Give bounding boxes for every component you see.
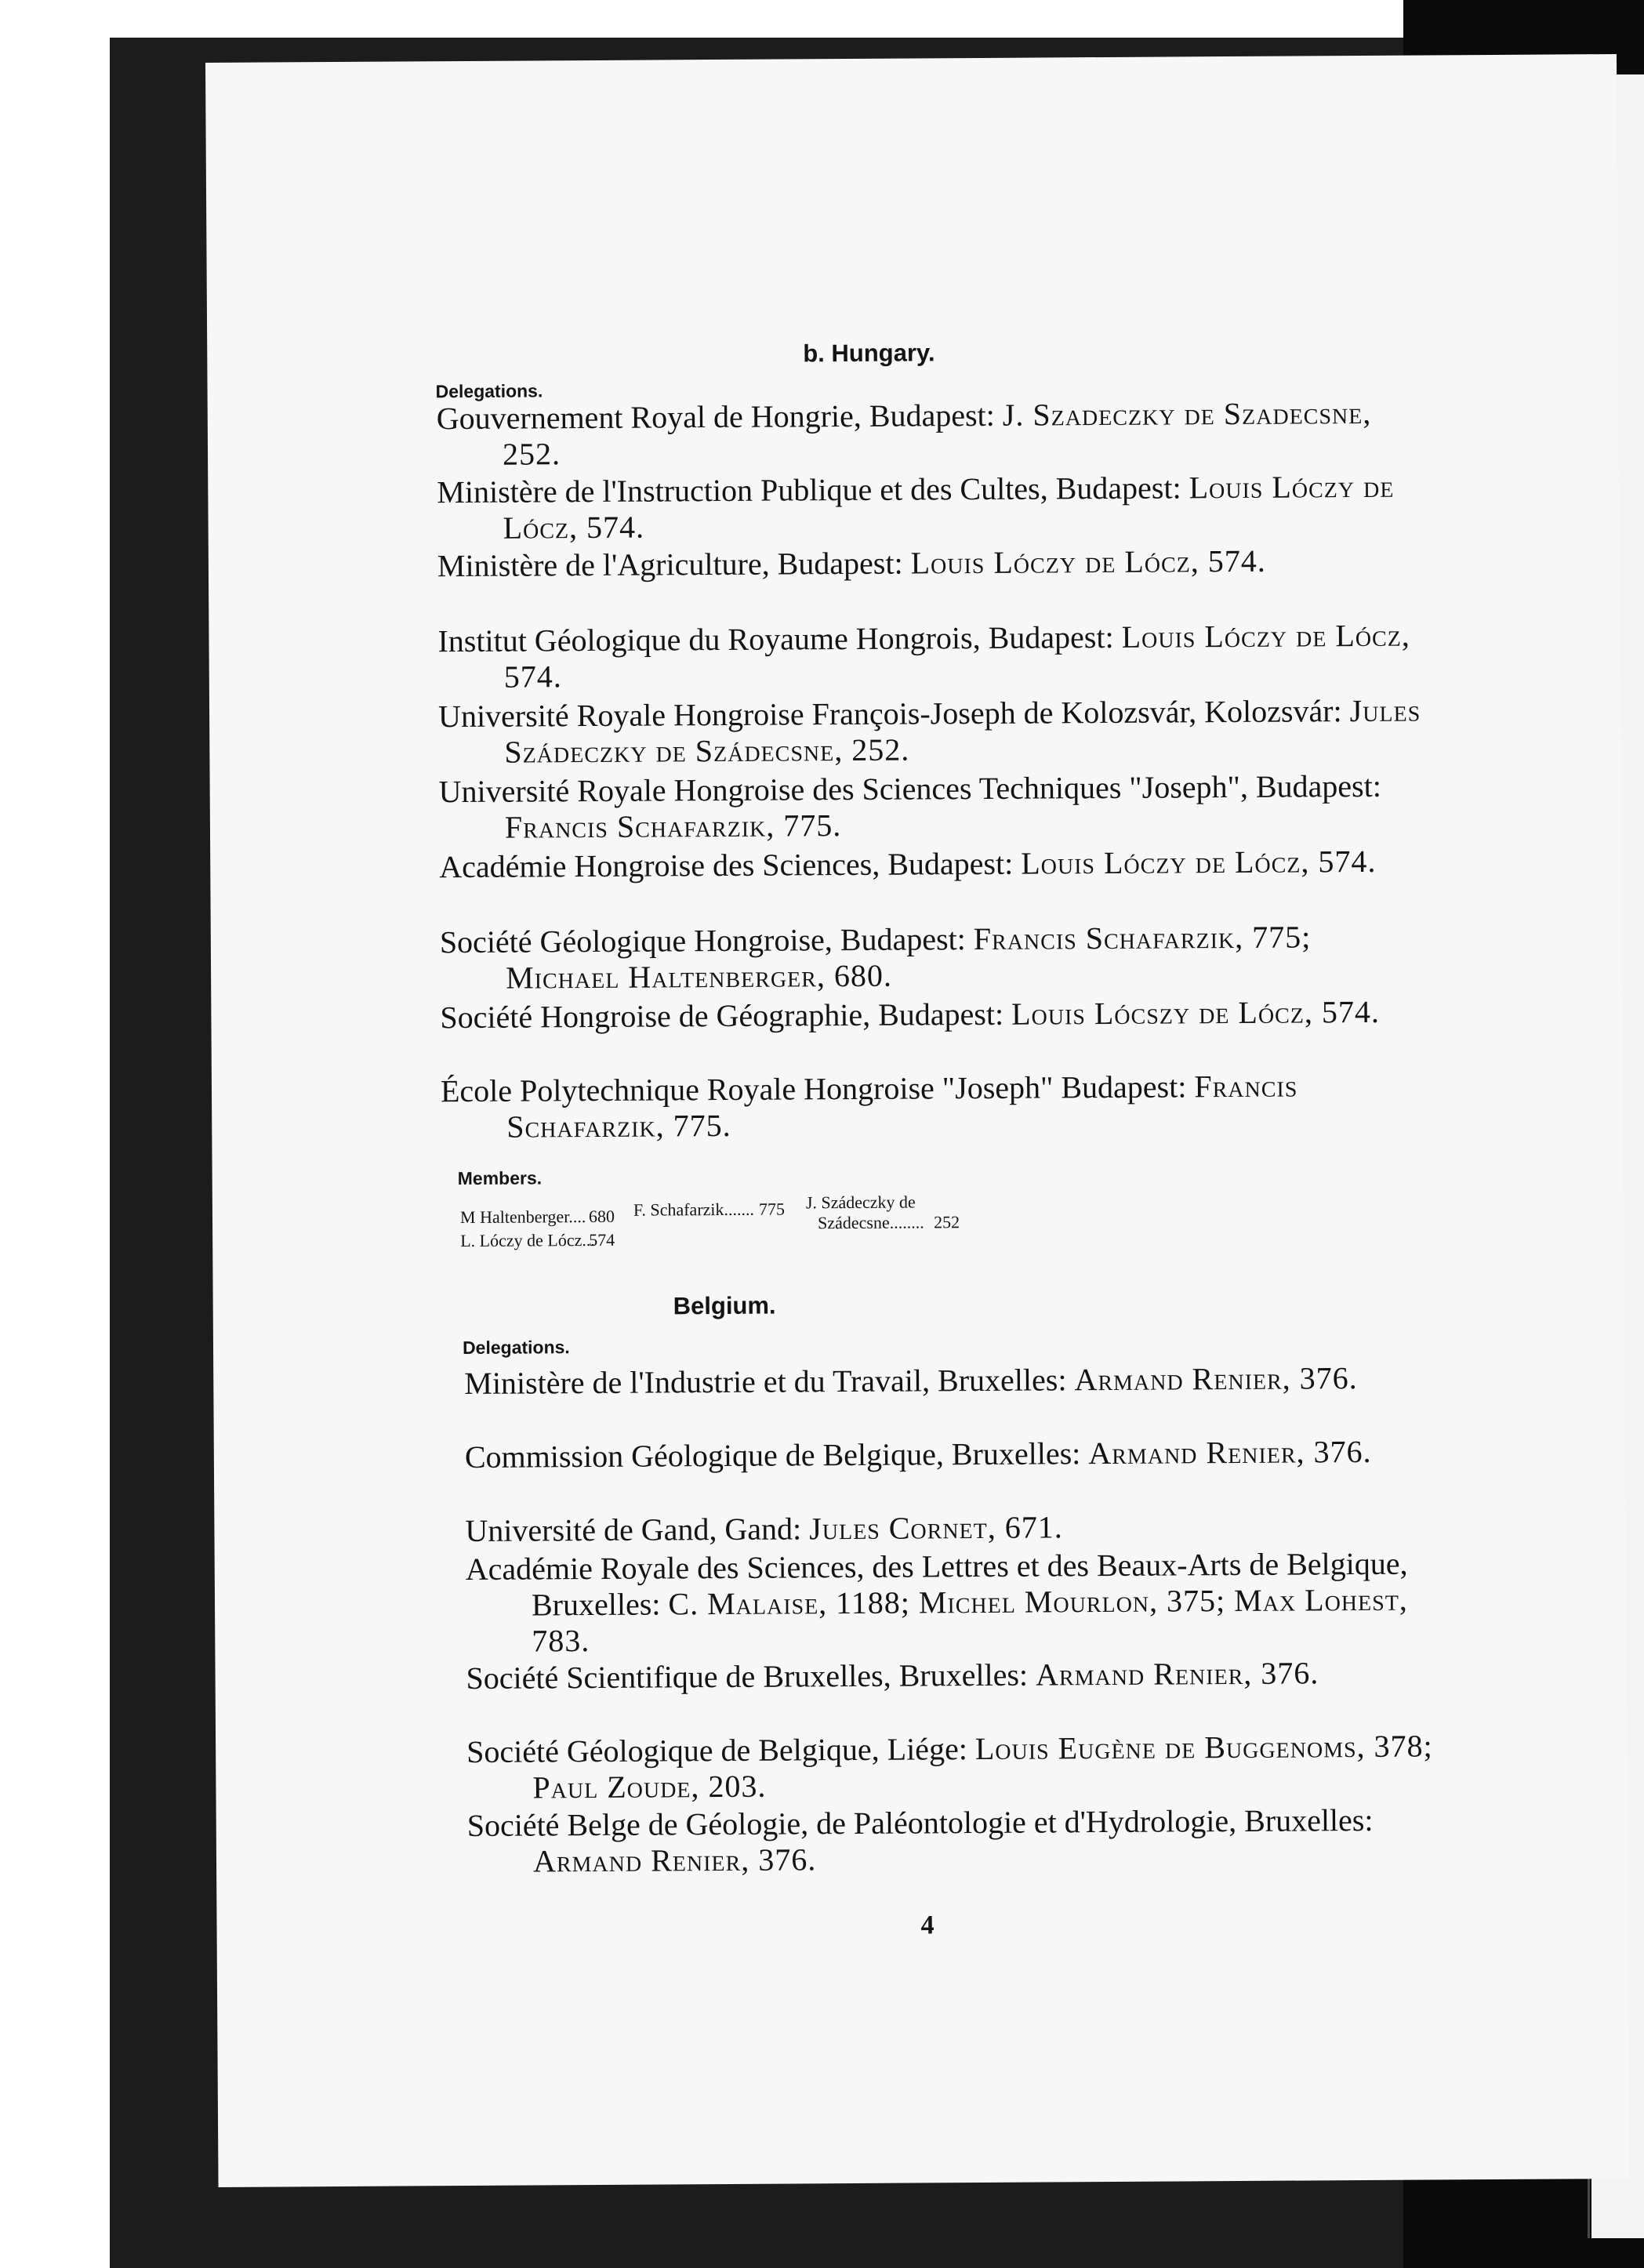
institution: Académie Royale des Sciences, des Lettres et des Beaux-Arts de Belgique, Bruxelles: bbox=[465, 1545, 1408, 1623]
member-number: 574 bbox=[589, 1229, 615, 1250]
member-name-line1: J. Szádeczky de bbox=[805, 1192, 916, 1213]
delegate: Louis Lóczy de Lócz, 574. bbox=[503, 617, 1410, 695]
institution: Ministère de l'Agriculture, Budapest: bbox=[437, 545, 903, 584]
institution: Société Géologique Hongroise, Budapest: bbox=[439, 921, 966, 960]
delegate: Jules Cornet, 671. bbox=[809, 1509, 1063, 1547]
delegate: Louis Lóczy de Lócz, 574. bbox=[503, 468, 1395, 546]
institution: Ministère de l'Industrie et du Travail, Bruxelles: bbox=[464, 1362, 1067, 1402]
member-item bbox=[460, 1229, 615, 1251]
belgium-entry-1 bbox=[464, 1359, 1455, 1402]
belgium-entry-6 bbox=[466, 1728, 1458, 1806]
belgium-entry-7 bbox=[467, 1802, 1459, 1880]
hungary-entry-1 bbox=[437, 394, 1428, 473]
delegate: Armand Renier, 376. bbox=[532, 1842, 817, 1879]
institution: Société Belge de Géologie, de Paléontologie et d'Hydrologie, Bruxelles: bbox=[466, 1802, 1374, 1844]
belgium-entry-3 bbox=[465, 1507, 1456, 1549]
member-name: M Haltenberger.... bbox=[459, 1207, 586, 1228]
delegations-label-belgium: Delegations. bbox=[462, 1337, 570, 1359]
delegate: Louis Lócszy de Lócz, 574. bbox=[1011, 993, 1381, 1032]
institution: Ministère de l'Instruction Publique et des Cultes, Budapest: bbox=[437, 470, 1181, 510]
member-item bbox=[459, 1206, 615, 1228]
delegate: Armand Renier, 376. bbox=[1035, 1655, 1319, 1693]
institution: École Polytechnique Royale Hongroise "Joseph" Budapest: bbox=[440, 1069, 1187, 1109]
institution: Université Royale Hongroise des Sciences Techniques "Joseph", Budapest: bbox=[438, 767, 1382, 810]
member-number: 775 bbox=[758, 1199, 786, 1219]
belgium-entry-4 bbox=[466, 1545, 1457, 1660]
top-margin bbox=[0, 0, 1403, 38]
section-heading-hungary: b. Hungary. bbox=[803, 339, 935, 368]
institution: Commission Géologique de Belgique, Bruxelles: bbox=[464, 1435, 1081, 1475]
delegate: Francis Schafarzik, 775. bbox=[506, 1068, 1298, 1145]
delegate: C. Malaise, 1188; Michel Mourlon, 375; Max Lohest, 783. bbox=[532, 1581, 1408, 1659]
section-heading-belgium: Belgium. bbox=[673, 1291, 776, 1320]
delegate: Louis Lóczy de Lócz, 574. bbox=[910, 543, 1266, 581]
hungary-entry-3 bbox=[437, 542, 1428, 584]
hungary-entry-8 bbox=[440, 918, 1432, 996]
delegate: Francis Schafarzik, 775. bbox=[504, 807, 842, 845]
hungary-entry-6 bbox=[439, 767, 1431, 846]
delegate: Armand Renier, 376. bbox=[1074, 1360, 1358, 1398]
member-name-line2: Szádecsne........ bbox=[817, 1212, 924, 1233]
delegate: Armand Renier, 376. bbox=[1088, 1433, 1372, 1471]
page-number: 4 bbox=[920, 1911, 935, 1940]
belgium-entry-5 bbox=[466, 1654, 1457, 1696]
delegate: J. Szadeczky de Szadecsne, 252. bbox=[502, 394, 1372, 472]
institution: Société Géologique de Belgique, Liége: bbox=[466, 1731, 967, 1770]
member-number: 680 bbox=[588, 1206, 615, 1227]
member-name: F. Schafarzik....... bbox=[633, 1199, 755, 1220]
hungary-entry-7 bbox=[439, 843, 1430, 885]
delegations-label-hungary: Delegations. bbox=[435, 380, 543, 402]
institution: Société Scientifique de Bruxelles, Bruxelles: bbox=[466, 1657, 1029, 1696]
institution: Société Hongroise de Géographie, Budapest: bbox=[440, 996, 1004, 1036]
hungary-entry-10 bbox=[441, 1067, 1432, 1145]
member-item bbox=[817, 1212, 960, 1233]
delegate: Louis Lóczy de Lócz, 574. bbox=[1021, 843, 1377, 881]
institution: Université de Gand, Gand: bbox=[465, 1511, 802, 1549]
delegate: Jules Szádeczky de Szádecsne, 252. bbox=[504, 692, 1421, 770]
members-label: Members. bbox=[457, 1167, 543, 1189]
institution: Institut Géologique du Royaume Hongrois, Budapest: bbox=[437, 619, 1114, 659]
delegate: Louis Eugène de Buggenoms, 378; Paul Zoude, 203. bbox=[532, 1728, 1433, 1805]
member-name: L. Lóczy de Lócz... bbox=[460, 1229, 595, 1251]
hungary-entry-5 bbox=[438, 692, 1430, 771]
delegate: Francis Schafarzik, 775; Michael Haltenberger, 680. bbox=[505, 919, 1312, 996]
institution: Gouvernement Royal de Hongrie, Budapest: bbox=[436, 397, 995, 437]
member-item bbox=[806, 1192, 916, 1213]
belgium-entry-2 bbox=[465, 1433, 1456, 1475]
document-page bbox=[205, 54, 1630, 2187]
institution: Académie Hongroise des Sciences, Budapest: bbox=[439, 845, 1014, 885]
institution: Université Royale Hongroise François-Joseph de Kolozsvár, Kolozsvár: bbox=[437, 693, 1342, 735]
hungary-entry-9 bbox=[440, 993, 1431, 1036]
page-content bbox=[205, 54, 1630, 2187]
hungary-entry-4 bbox=[437, 617, 1429, 695]
member-item bbox=[633, 1199, 786, 1221]
member-number: 252 bbox=[933, 1212, 960, 1232]
hungary-entry-2 bbox=[437, 468, 1428, 546]
